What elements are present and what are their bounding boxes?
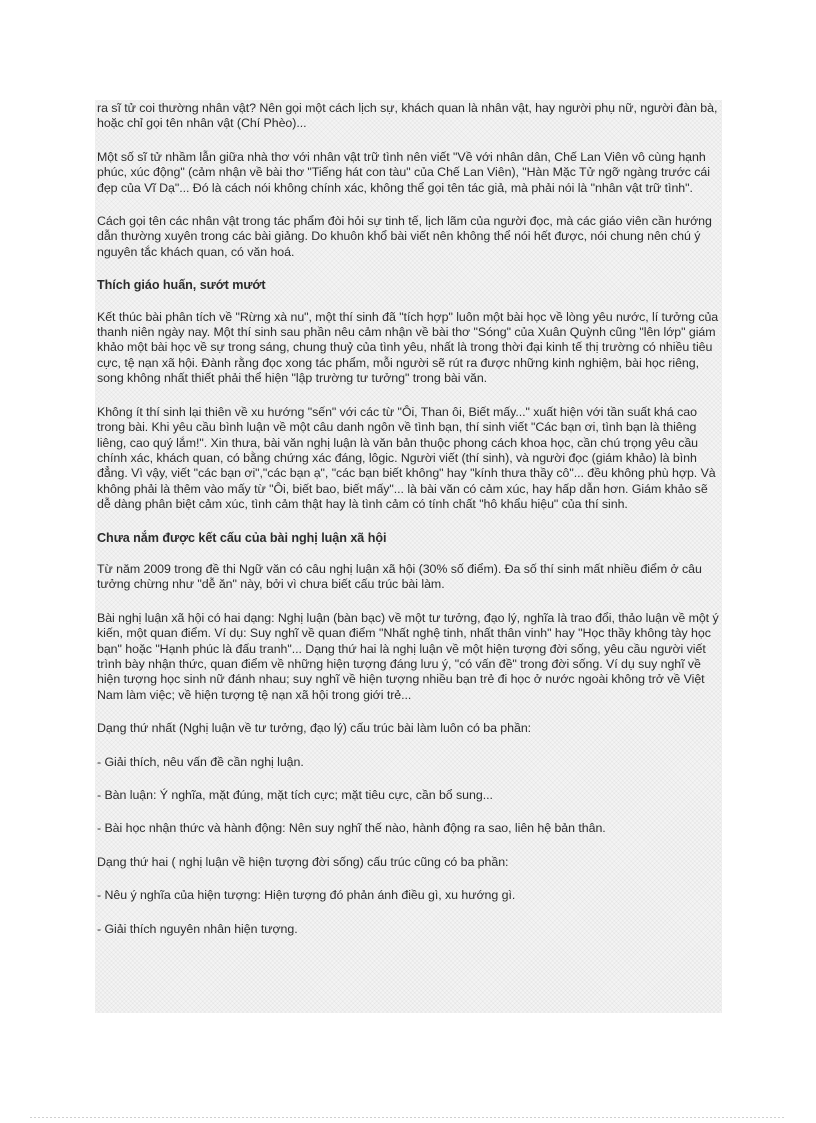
page-bottom-divider	[30, 1117, 786, 1118]
paragraph: Dạng thứ hai ( nghị luận về hiện tượng đời sống) cấu trúc cũng có ba phần:	[97, 854, 509, 869]
document-content	[97, 101, 721, 955]
list-item: - Giải thích nguyên nhân hiện tượng.	[97, 921, 298, 936]
paragraph: Dạng thứ nhất (Nghị luận về tư tưởng, đạo lý) cấu trúc bài làm luôn có ba phần:	[97, 721, 532, 736]
list-item: - Bàn luận: Ý nghĩa, mặt đúng, mặt tích cực; mặt tiêu cực, cần bổ sung...	[97, 788, 493, 802]
paragraph: Không ít thí sinh lại thiên về xu hướng "sến" với các từ "Ôi, Than ôi, Biết mấy..." xuất hiện với tần suất khá cao trong bài. Khi yêu cầu bình luận về một câu danh ngôn về tình bạn, thí sinh viết "Các bạn ơi, tình bạn là thiêng liêng, cao quý lắm!". Xin thưa, bài văn nghị luận là văn bản thuộc phong cách khoa học, cần chú trọng yêu cầu chính xác, khách quan, có bằng chứng xác đáng, lôgic. Người viết (thí sinh), và người đọc (giám khảo) là bình đẳng. Vì vậy, viết "các bạn ơi","các bạn ạ", "các bạn biết không" hay "kính thưa thầy cô"... đều không phù hợp. Và không phải là thêm vào mấy từ "Ôi, biết bao, biết mấy"... là bài văn có cảm xúc, hay hấp dẫn hơn. Giám khảo sẽ dễ dàng phân biệt cảm xúc, tình cảm thật hay là tình cảm có tính chất "hô khẩu hiệu" của thí sinh.	[97, 404, 716, 512]
list-item: - Nêu ý nghĩa của hiện tượng: Hiện tượng đó phản ánh điều gì, xu hướng gì.	[97, 888, 516, 903]
section-heading: Chưa nắm được kết cấu của bài nghị luận xã hội	[97, 530, 387, 545]
section-heading: Thích giáo huấn, sướt mướt	[97, 278, 266, 293]
paragraph: Từ năm 2009 trong đề thi Ngữ văn có câu nghị luận xã hội (30% số điểm). Đa số thí sinh mất nhiều điểm ở câu tưởng chừng như "dễ ăn" này, bởi vì chưa biết cấu trúc bài làm.	[97, 561, 702, 592]
list-item: - Giải thích, nêu vấn đề cần nghị luận.	[97, 754, 304, 769]
paragraph: Cách gọi tên các nhân vật trong tác phẩm đòi hỏi sự tinh tế, lịch lãm của người đọc, mà các giáo viên cần hướng dẫn thường xuyên trong các bài giảng. Do khuôn khổ bài viết nên không thể nói hết được, nói chung nên chú ý nguyên tắc khách quan, có văn hoá.	[97, 214, 712, 259]
paragraph: Một số sĩ tử nhầm lẫn giữa nhà thơ với nhân vật trữ tình nên viết "Về với nhân dân, Chế Lan Viên vô cùng hạnh phúc, xúc động" (cảm nhận về bài thơ "Tiếng hát con tàu" của Chế Lan Viên), "Hàn Mặc Tử ngỡ ngàng trước cái đẹp của Vĩ Dạ"... Đó là cách nói không chính xác, không thể gọi tên tác giả, mà phải nói là "nhân vật trữ tình".	[97, 149, 710, 195]
paragraph: Kết thúc bài phân tích về "Rừng xà nu", một thí sinh đã "tích hợp" luôn một bài học về lòng yêu nước, lí tưởng của thanh niên ngày nay. Một thí sinh sau phần nêu cảm nhận về bài thơ "Sóng" của Xuân Quỳnh cũng "lên lớp" giám khảo một bài học về sự trong sáng, chung thuỷ của tình yêu, nhất là trong thời đại kinh tế thị trường có nhiều tiêu cực, tệ nạn xã hội. Đành rằng đọc xong tác phẩm, mỗi người sẽ rút ra được những kinh nghiệm, bài học riêng, song không nhất thiết phải thể hiện "lập trường tư tưởng" trong bài văn.	[97, 309, 719, 386]
list-item: - Bài học nhận thức và hành động: Nên suy nghĩ thế nào, hành động ra sao, liên hệ bản thân.	[97, 821, 606, 836]
paragraph: ra sĩ tử coi thường nhân vật? Nên gọi một cách lịch sự, khách quan là nhân vật, hay người phụ nữ, người đàn bà, hoặc chỉ gọi tên nhân vật (Chí Phèo)...	[97, 101, 718, 131]
paragraph: Bài nghị luận xã hội có hai dạng: Nghị luận (bàn bạc) về một tư tưởng, đạo lý, nghĩa là trao đổi, thảo luận về một ý kiến, một quan điểm. Ví dụ: Suy nghĩ về quan điểm "Nhất nghệ tinh, nhất thân vinh" hay "Học thầy không tày học bạn" hoặc "Hạnh phúc là đấu tranh"... Dạng thứ hai là nghị luận về một hiện tượng đời sống, yêu cầu người viết trình bày nhận thức, quan điểm về những hiện tượng đáng lưu ý, "có vấn đề" trong đời sống. Ví dụ suy nghĩ về hiện tượng học sinh nữ đánh nhau; suy nghĩ về hiện tượng nhiều bạn trẻ đi học ở nước ngoài không trở về Việt Nam làm việc; về hiện tượng tệ nạn xã hội trong giới trẻ...	[97, 610, 719, 702]
